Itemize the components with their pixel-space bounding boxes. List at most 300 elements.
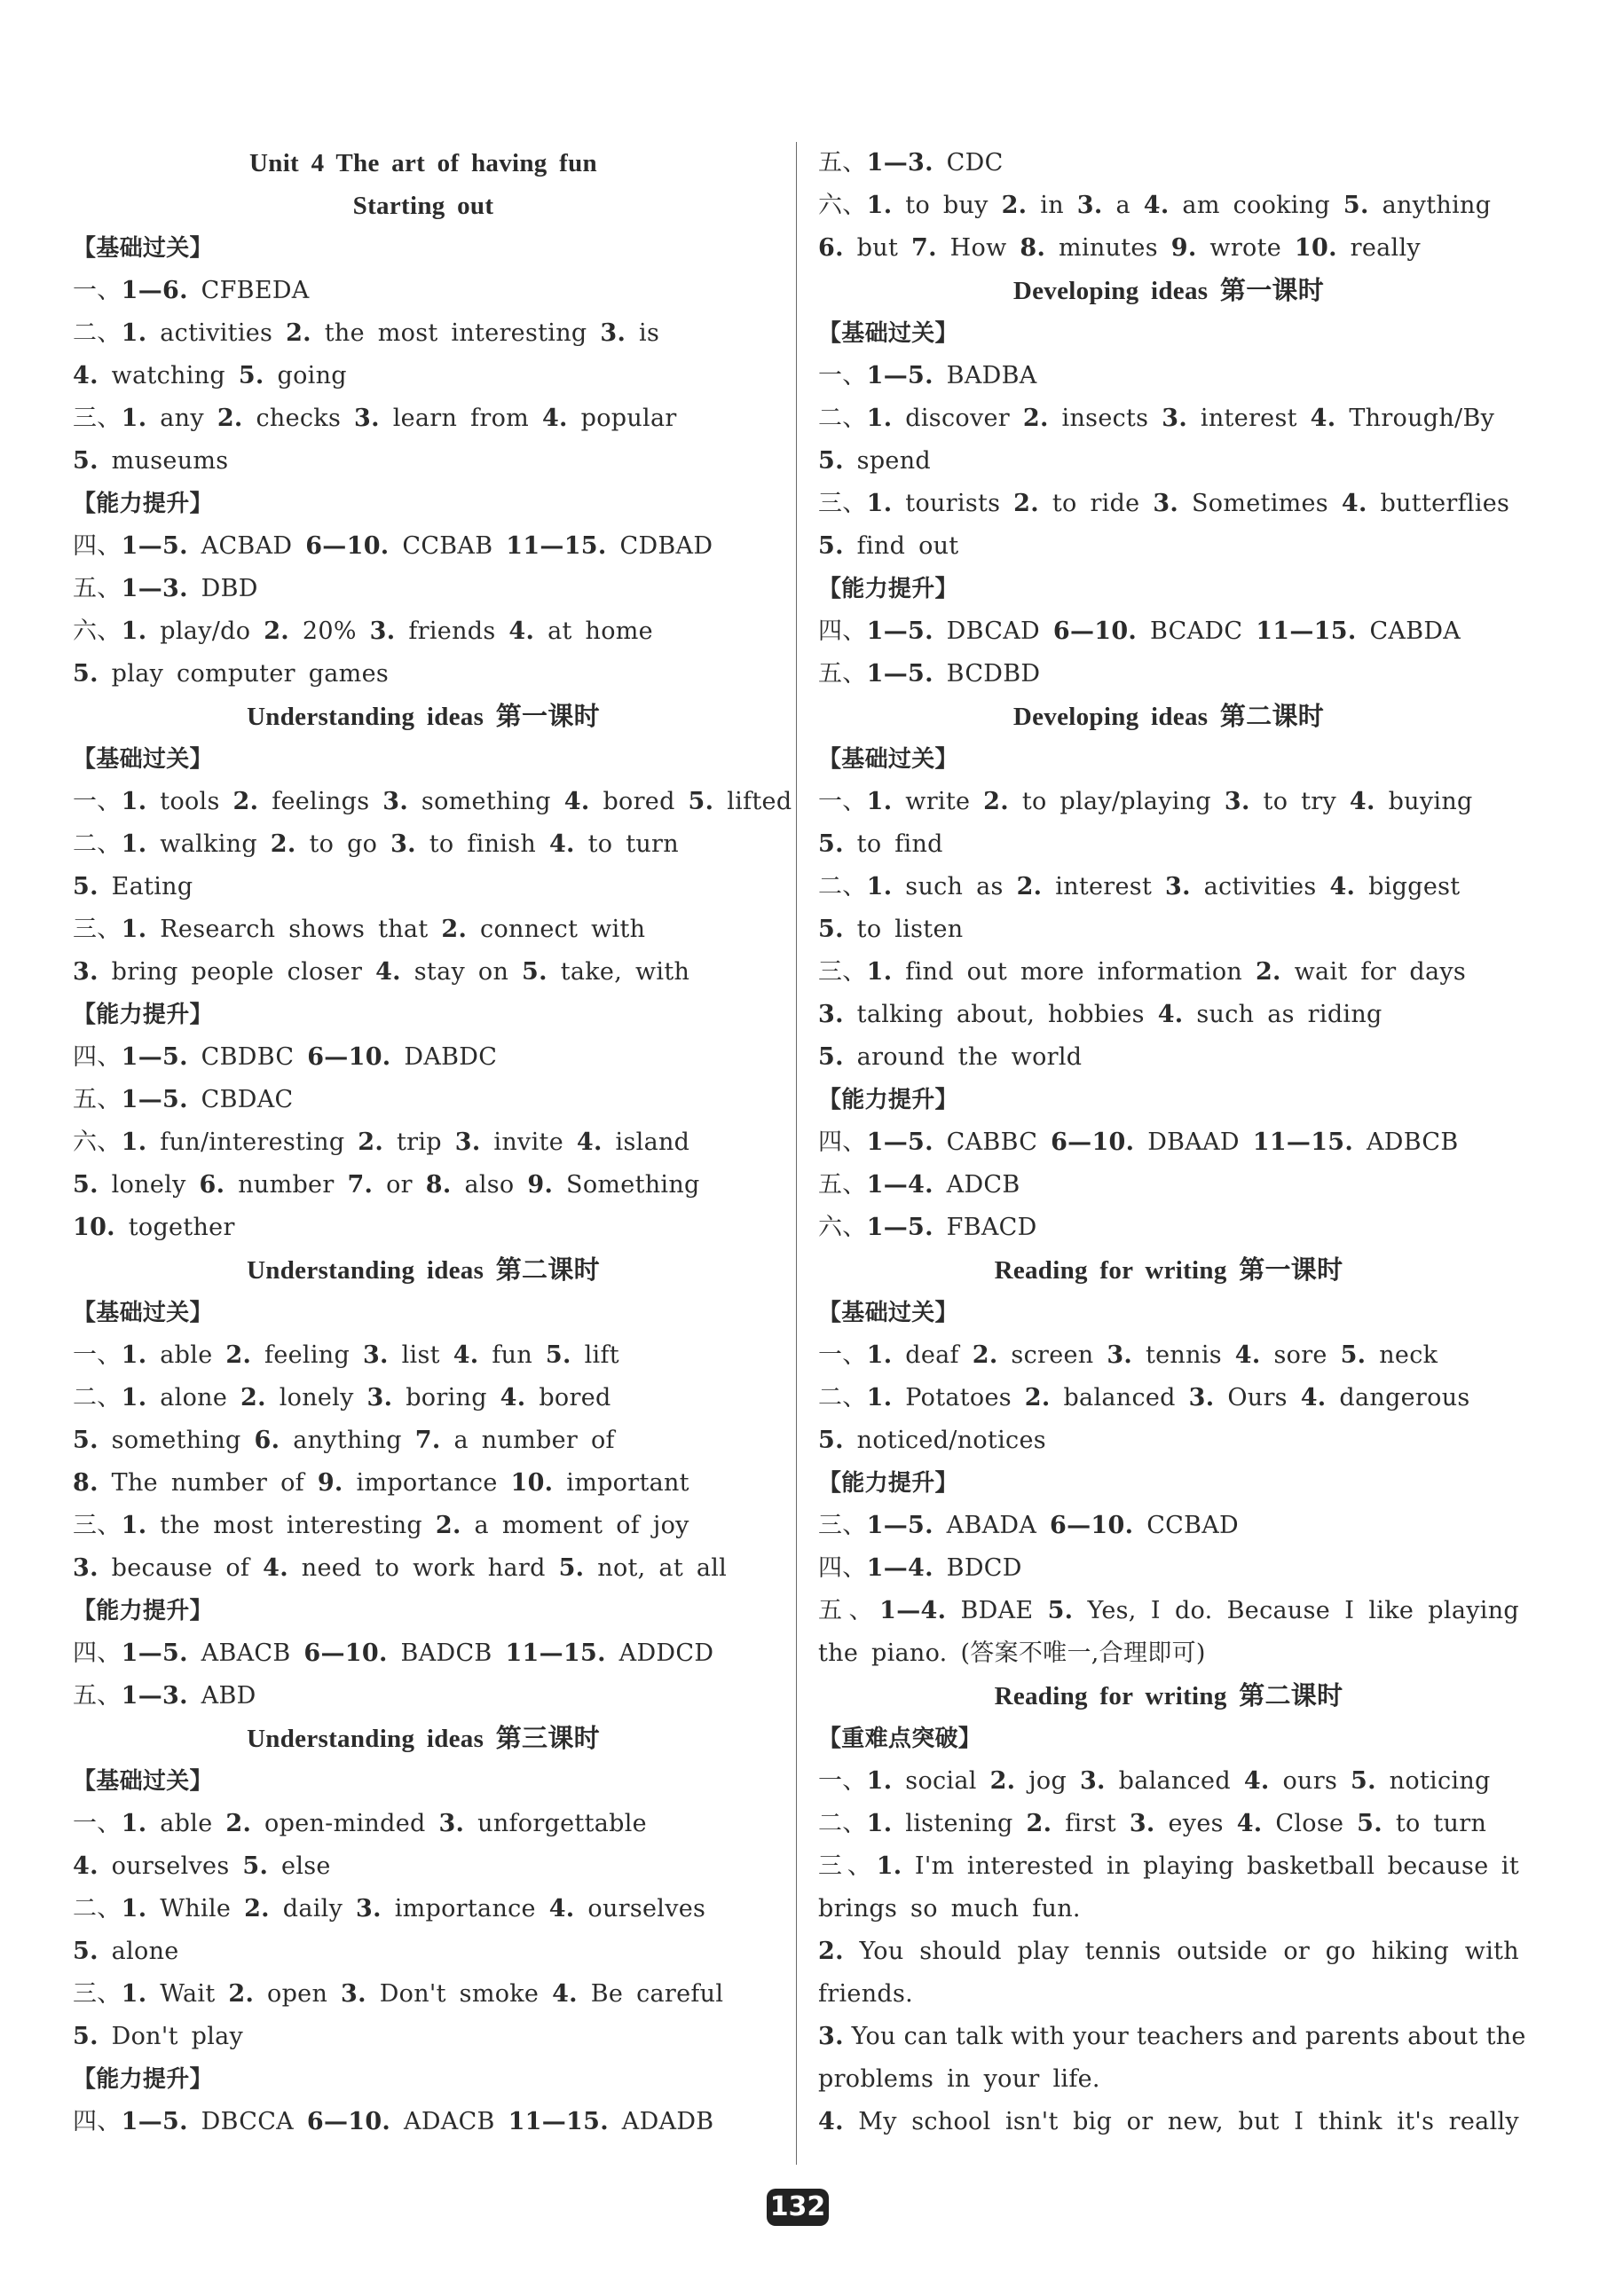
answer-text: neck: [1366, 1341, 1438, 1369]
question-number: 1—4.: [879, 1597, 947, 1624]
answer-text: CABBC: [933, 1128, 1052, 1156]
answer-text: together: [114, 1214, 235, 1241]
answer-text: How: [936, 234, 1020, 262]
answer-text: sore: [1260, 1341, 1341, 1369]
answer-text: watching: [98, 362, 239, 389]
answer-text: to play/playing: [1008, 788, 1225, 815]
question-number: 1—5.: [866, 1512, 933, 1539]
answer-text: to buy: [892, 192, 1002, 219]
answer-text: 四、: [818, 617, 867, 645]
question-number: 1.: [866, 788, 893, 815]
answer-text: talking about, hobbies: [843, 1001, 1158, 1028]
question-number: 2.: [1022, 405, 1049, 432]
answer-text: to listen: [843, 916, 964, 943]
section-label: 【基础过关】: [818, 320, 958, 347]
answer-text: tools: [146, 788, 233, 815]
answer-text: minutes: [1045, 234, 1171, 262]
answer-text: also: [451, 1171, 528, 1199]
question-number: 4.: [1310, 405, 1336, 432]
question-number: 1—3.: [121, 1682, 188, 1710]
question-number: 4.: [500, 1384, 526, 1411]
answer-text: ACBAD: [187, 532, 306, 560]
answer-text: balanced: [1050, 1384, 1189, 1411]
answer-text: Sometimes: [1178, 490, 1342, 517]
answer-line: [73, 1675, 774, 1718]
answer-text: 一、: [73, 788, 122, 815]
answer-text: tennis: [1132, 1341, 1235, 1369]
answer-line: [73, 568, 774, 610]
answer-line: [818, 610, 1519, 653]
question-number: 4.: [818, 2108, 844, 2135]
answer-line: [73, 525, 774, 568]
question-number: 1.: [121, 1341, 147, 1369]
question-number: 1.: [121, 319, 147, 347]
answer-text: DBAAD: [1134, 1128, 1253, 1156]
question-number: 1.: [121, 830, 147, 858]
question-number: 2.: [435, 1512, 461, 1539]
question-number: 5.: [73, 2023, 98, 2050]
answer-text: I'm interested in playing basketball because it: [902, 1852, 1519, 1880]
answer-line: [818, 908, 1519, 951]
question-number: 2.: [818, 1938, 844, 1965]
answer-text: jog: [1015, 1767, 1080, 1795]
answer-text: 一、: [818, 788, 867, 815]
question-number: 3.: [818, 2023, 844, 2050]
answer-line: [73, 1632, 774, 1675]
question-number: 5.: [73, 1171, 98, 1199]
answer-text: something: [408, 788, 564, 815]
question-number: 1.: [866, 1384, 893, 1411]
question-number: 7.: [414, 1427, 441, 1454]
question-number: 3.: [1153, 490, 1179, 517]
question-number: 2.: [1001, 192, 1028, 219]
answer-text: really: [1336, 234, 1421, 262]
question-number: 5.: [818, 1427, 844, 1454]
question-number: 3.: [369, 617, 396, 645]
question-number: 1—3.: [121, 575, 188, 602]
question-number: 1—5.: [866, 660, 933, 688]
answer-text: lonely: [265, 1384, 367, 1411]
answer-text: DBCCA: [187, 2108, 307, 2135]
question-number: 3.: [73, 958, 98, 986]
question-number: 1—5.: [121, 1043, 188, 1071]
question-number: 6.: [254, 1427, 280, 1454]
question-number: 3.: [354, 405, 380, 432]
answer-line: [73, 1845, 774, 1888]
answer-line: [73, 1207, 774, 1249]
question-number: 5.: [1343, 192, 1369, 219]
question-number: 3.: [390, 830, 416, 858]
question-number: 6—10.: [1051, 1128, 1135, 1156]
answer-text: 三、: [73, 1980, 122, 2008]
answer-text: because of: [98, 1554, 264, 1582]
answer-line: [818, 2101, 1519, 2143]
answer-line: [818, 397, 1519, 440]
question-number: 2.: [286, 319, 311, 347]
answer-text: 五、: [818, 660, 867, 688]
question-number: 5.: [688, 788, 714, 815]
answer-text: the most interesting: [146, 1512, 436, 1539]
answer-line: [73, 2101, 774, 2143]
question-number: 2.: [240, 1384, 266, 1411]
answer-line: [818, 2016, 1526, 2058]
answer-text: daily: [269, 1895, 357, 1923]
answer-text: feelings: [258, 788, 383, 815]
question-number: 4.: [375, 958, 401, 986]
question-number: 4.: [263, 1554, 288, 1582]
answer-text: 二、: [73, 1384, 122, 1411]
answer-line: [818, 1164, 1519, 1207]
answer-text: 六、: [818, 1214, 867, 1241]
answer-text: ABD: [187, 1682, 256, 1710]
question-number: 6.: [818, 234, 844, 262]
answer-text: friends.: [818, 1980, 914, 2008]
answer-text: While: [146, 1895, 245, 1923]
section-label: 【能力提升】: [818, 1470, 958, 1497]
answer-text: 四、: [73, 1639, 122, 1667]
question-number: 4.: [1349, 788, 1375, 815]
question-number: 3.: [1164, 873, 1191, 900]
answer-text: trip: [383, 1128, 455, 1156]
answer-text: anything: [280, 1427, 415, 1454]
question-number: 11—15.: [1256, 617, 1357, 645]
answer-text: write: [892, 788, 984, 815]
answer-text: the piano. (答案不唯一,合理即可): [818, 1639, 1206, 1667]
answer-line: [73, 1377, 774, 1419]
lesson-heading: Starting out: [352, 192, 494, 220]
question-number: 1.: [121, 1512, 147, 1539]
answer-text: need to work hard: [288, 1554, 559, 1582]
answer-text: to try: [1249, 788, 1350, 815]
answer-line: [73, 1036, 774, 1079]
question-number: 1.: [866, 1810, 893, 1837]
question-number: 5.: [1340, 1341, 1367, 1369]
answer-line: [73, 1973, 774, 2016]
answer-text: anything: [1368, 192, 1492, 219]
answer-text: 四、: [73, 532, 122, 560]
question-number: 2.: [217, 405, 243, 432]
answer-text: 五、: [818, 1597, 880, 1624]
answer-text: bored: [589, 788, 689, 815]
question-number: 8.: [73, 1469, 98, 1497]
answer-text: CFBEDA: [187, 277, 310, 304]
answer-text: screen: [997, 1341, 1107, 1369]
question-number: 3.: [438, 1810, 465, 1837]
answer-text: eyes: [1154, 1810, 1237, 1837]
question-number: 1.: [121, 1895, 147, 1923]
question-number: 5.: [818, 916, 844, 943]
question-number: 3.: [818, 1001, 844, 1028]
question-number: 4.: [73, 362, 98, 389]
answer-text: to turn: [1382, 1810, 1487, 1837]
answer-text: social: [892, 1767, 990, 1795]
question-number: 4.: [1236, 1810, 1263, 1837]
answer-line: [73, 951, 774, 994]
answer-line: [818, 1973, 1519, 2016]
question-number: 4.: [541, 405, 568, 432]
answer-text: 二、: [818, 873, 867, 900]
answer-text: 五、: [73, 575, 122, 602]
answer-text: learn from: [379, 405, 542, 432]
section-label: 【基础过关】: [73, 746, 213, 773]
question-number: 10.: [1294, 234, 1337, 262]
answer-text: any: [146, 405, 217, 432]
answer-line: [818, 951, 1519, 994]
question-number: 2.: [1024, 1384, 1051, 1411]
answer-text: number: [225, 1171, 348, 1199]
question-number: 4.: [73, 1852, 98, 1880]
answer-line: [818, 1632, 1519, 1675]
answer-text: to go: [295, 830, 391, 858]
answer-line: [818, 1547, 1519, 1590]
question-number: 6—10.: [303, 1639, 388, 1667]
answer-text: am cooking: [1169, 192, 1343, 219]
question-number: 4.: [1329, 873, 1356, 900]
answer-text: around the world: [843, 1043, 1083, 1071]
left-column: [73, 142, 792, 2143]
question-number: 3.: [73, 1554, 98, 1582]
answer-text: Don't smoke: [366, 1980, 553, 2008]
answer-text: The number of: [98, 1469, 318, 1497]
question-number: 1.: [121, 1128, 147, 1156]
answer-text: 四、: [818, 1554, 867, 1582]
question-number: 1.: [866, 192, 893, 219]
question-number: 1—6.: [121, 277, 188, 304]
answer-text: to finish: [415, 830, 549, 858]
answer-line: [73, 312, 774, 355]
answer-text: BDCD: [933, 1554, 1022, 1582]
answer-text: popular: [567, 405, 677, 432]
answer-line: [73, 823, 774, 866]
section-label: 【能力提升】: [73, 491, 213, 517]
question-number: 5.: [545, 1341, 571, 1369]
answer-line: [818, 866, 1519, 908]
question-number: 1.: [121, 1980, 147, 2008]
answer-line: [818, 1803, 1519, 1845]
answer-line: [73, 397, 774, 440]
question-number: 3.: [356, 1895, 382, 1923]
answer-line: [73, 1462, 774, 1505]
answer-line: [73, 2016, 774, 2058]
question-number: 5.: [1357, 1810, 1382, 1837]
answer-text: play computer games: [98, 660, 390, 688]
answer-text: walking: [146, 830, 271, 858]
answer-line: [818, 1036, 1519, 1079]
question-number: 3.: [1224, 788, 1250, 815]
question-number: 3.: [382, 788, 409, 815]
answer-text: play/do: [146, 617, 264, 645]
answer-line: [818, 994, 1519, 1036]
question-number: 5.: [73, 660, 98, 688]
question-number: 4.: [1157, 1001, 1184, 1028]
lesson-heading: Understanding ideas 第三课时: [247, 1725, 600, 1753]
answer-text: boring: [392, 1384, 500, 1411]
answer-text: in: [1027, 192, 1077, 219]
answer-text: ABACB: [187, 1639, 304, 1667]
answer-text: ADBCB: [1353, 1128, 1459, 1156]
answer-line: [818, 1845, 1519, 1888]
answer-line: [818, 1419, 1519, 1462]
answer-line: [818, 483, 1519, 525]
answer-text: 三、: [73, 916, 122, 943]
question-number: 5.: [1350, 1767, 1376, 1795]
question-number: 2.: [989, 1767, 1016, 1795]
answer-line: [73, 1547, 774, 1590]
question-number: 7.: [347, 1171, 374, 1199]
answer-text: 三、: [818, 1512, 867, 1539]
answer-text: CCBAB: [389, 532, 507, 560]
answer-line: [73, 653, 774, 696]
answer-text: brings so much fun.: [818, 1895, 1081, 1923]
question-number: 1—5.: [121, 532, 188, 560]
answer-text: 20%: [288, 617, 370, 645]
answer-line: [818, 1334, 1519, 1377]
answer-text: 五、: [73, 1682, 122, 1710]
answer-text: BADCB: [387, 1639, 506, 1667]
question-number: 3.: [1107, 1341, 1133, 1369]
question-number: 1—5.: [121, 2108, 188, 2135]
question-number: 5.: [73, 1938, 98, 1965]
answer-text: a number of: [440, 1427, 615, 1454]
answer-line: [73, 1803, 774, 1845]
question-number: 5.: [818, 532, 844, 560]
question-number: 2.: [232, 788, 259, 815]
answer-line: [73, 1121, 774, 1164]
answer-text: 五、: [818, 149, 867, 177]
answer-text: such as: [892, 873, 1017, 900]
question-number: 2.: [225, 1810, 252, 1837]
answer-line: [73, 610, 774, 653]
question-number: 1—5.: [866, 1128, 933, 1156]
question-number: 9.: [527, 1171, 554, 1199]
answer-text: checks: [242, 405, 355, 432]
question-number: 8.: [425, 1171, 452, 1199]
question-number: 3.: [1188, 1384, 1215, 1411]
answer-line: [73, 1079, 774, 1121]
question-number: 2.: [244, 1895, 270, 1923]
answer-text: ourselves: [574, 1895, 706, 1923]
question-number: 4.: [548, 830, 575, 858]
question-number: 2.: [441, 916, 468, 943]
answer-text: butterflies: [1367, 490, 1510, 517]
question-number: 1.: [121, 1810, 147, 1837]
answer-text: ADACB: [390, 2108, 508, 2135]
question-number: 5.: [73, 1427, 98, 1454]
answer-text: 二、: [818, 405, 867, 432]
question-number: 4.: [453, 1341, 479, 1369]
answer-text: to ride: [1038, 490, 1154, 517]
page-number: 132: [767, 2189, 829, 2226]
question-number: 2.: [264, 617, 289, 645]
question-number: 3.: [362, 1341, 389, 1369]
answer-text: DABDC: [390, 1043, 498, 1071]
answer-text: 一、: [818, 362, 867, 389]
answer-text: Wait: [146, 1980, 229, 2008]
answer-text: buying: [1375, 788, 1473, 815]
right-column: [818, 142, 1526, 2143]
question-number: 4.: [1341, 490, 1367, 517]
answer-text: Research shows that: [146, 916, 442, 943]
answer-line: [73, 1164, 774, 1207]
question-number: 4.: [552, 1980, 578, 2008]
question-number: 5.: [73, 873, 98, 900]
section-label: 【基础过关】: [818, 746, 958, 773]
question-number: 7.: [911, 234, 937, 262]
answer-text: 五、: [73, 1086, 122, 1113]
answer-line: [818, 653, 1519, 696]
answer-text: noticing: [1375, 1767, 1491, 1795]
answer-text: 二、: [818, 1384, 867, 1411]
answer-line: [818, 1760, 1519, 1803]
answer-text: 三、: [818, 490, 867, 517]
question-number: 1.: [121, 788, 147, 815]
answer-line: [818, 185, 1519, 227]
answer-text: importance: [343, 1469, 511, 1497]
answer-text: find out: [843, 532, 959, 560]
answer-line: [818, 142, 1519, 185]
question-number: 2.: [228, 1980, 255, 2008]
section-label: 【能力提升】: [73, 1002, 213, 1028]
answer-text: importance: [381, 1895, 549, 1923]
section-label: 【基础过关】: [73, 235, 213, 262]
answer-line: [818, 1930, 1519, 1973]
answer-text: 五、: [818, 1171, 867, 1199]
section-label: 【能力提升】: [818, 576, 958, 602]
question-number: 3.: [1129, 1810, 1155, 1837]
question-number: 10.: [510, 1469, 554, 1497]
answer-line: [818, 781, 1519, 823]
lesson-heading: Developing ideas 第一课时: [1012, 277, 1325, 305]
answer-text: lonely: [98, 1171, 200, 1199]
lesson-heading: Unit 4 The art of having fun: [249, 149, 597, 177]
answer-text: CCBAD: [1133, 1512, 1239, 1539]
answer-text: 四、: [818, 1128, 867, 1156]
question-number: 3.: [454, 1128, 481, 1156]
answer-text: 一、: [73, 1341, 122, 1369]
answer-text: Something: [553, 1171, 700, 1199]
answer-text: listening: [892, 1810, 1027, 1837]
answer-line: [818, 1505, 1519, 1547]
answer-line: [73, 866, 774, 908]
question-number: 4.: [1300, 1384, 1327, 1411]
question-number: 2.: [983, 788, 1009, 815]
question-number: 5.: [818, 1043, 844, 1071]
question-number: 4.: [576, 1128, 603, 1156]
answer-text: BCADC: [1137, 617, 1256, 645]
question-number: 1—3.: [866, 149, 933, 177]
answer-text: invite: [480, 1128, 577, 1156]
answer-text: such as riding: [1183, 1001, 1382, 1028]
section-label: 【能力提升】: [818, 1087, 958, 1113]
answer-text: ADDCD: [605, 1639, 714, 1667]
answer-text: 三、: [818, 958, 867, 986]
question-number: 9.: [317, 1469, 343, 1497]
question-number: 5.: [238, 362, 264, 389]
question-number: 2.: [358, 1128, 384, 1156]
section-label: 【重难点突破】: [818, 1726, 982, 1752]
question-number: 11—15.: [508, 2108, 609, 2135]
question-number: 6—10.: [1052, 617, 1138, 645]
question-number: 1—5.: [866, 362, 933, 389]
answer-line: [73, 781, 792, 823]
answer-text: Yes, I do. Because I like playing: [1073, 1597, 1519, 1624]
answer-text: noticed/notices: [843, 1427, 1046, 1454]
answer-line: [818, 525, 1519, 568]
answer-text: something: [98, 1427, 255, 1454]
answer-text: fun/interesting: [146, 1128, 358, 1156]
question-number: 1.: [866, 873, 893, 900]
answer-text: 一、: [73, 277, 122, 304]
